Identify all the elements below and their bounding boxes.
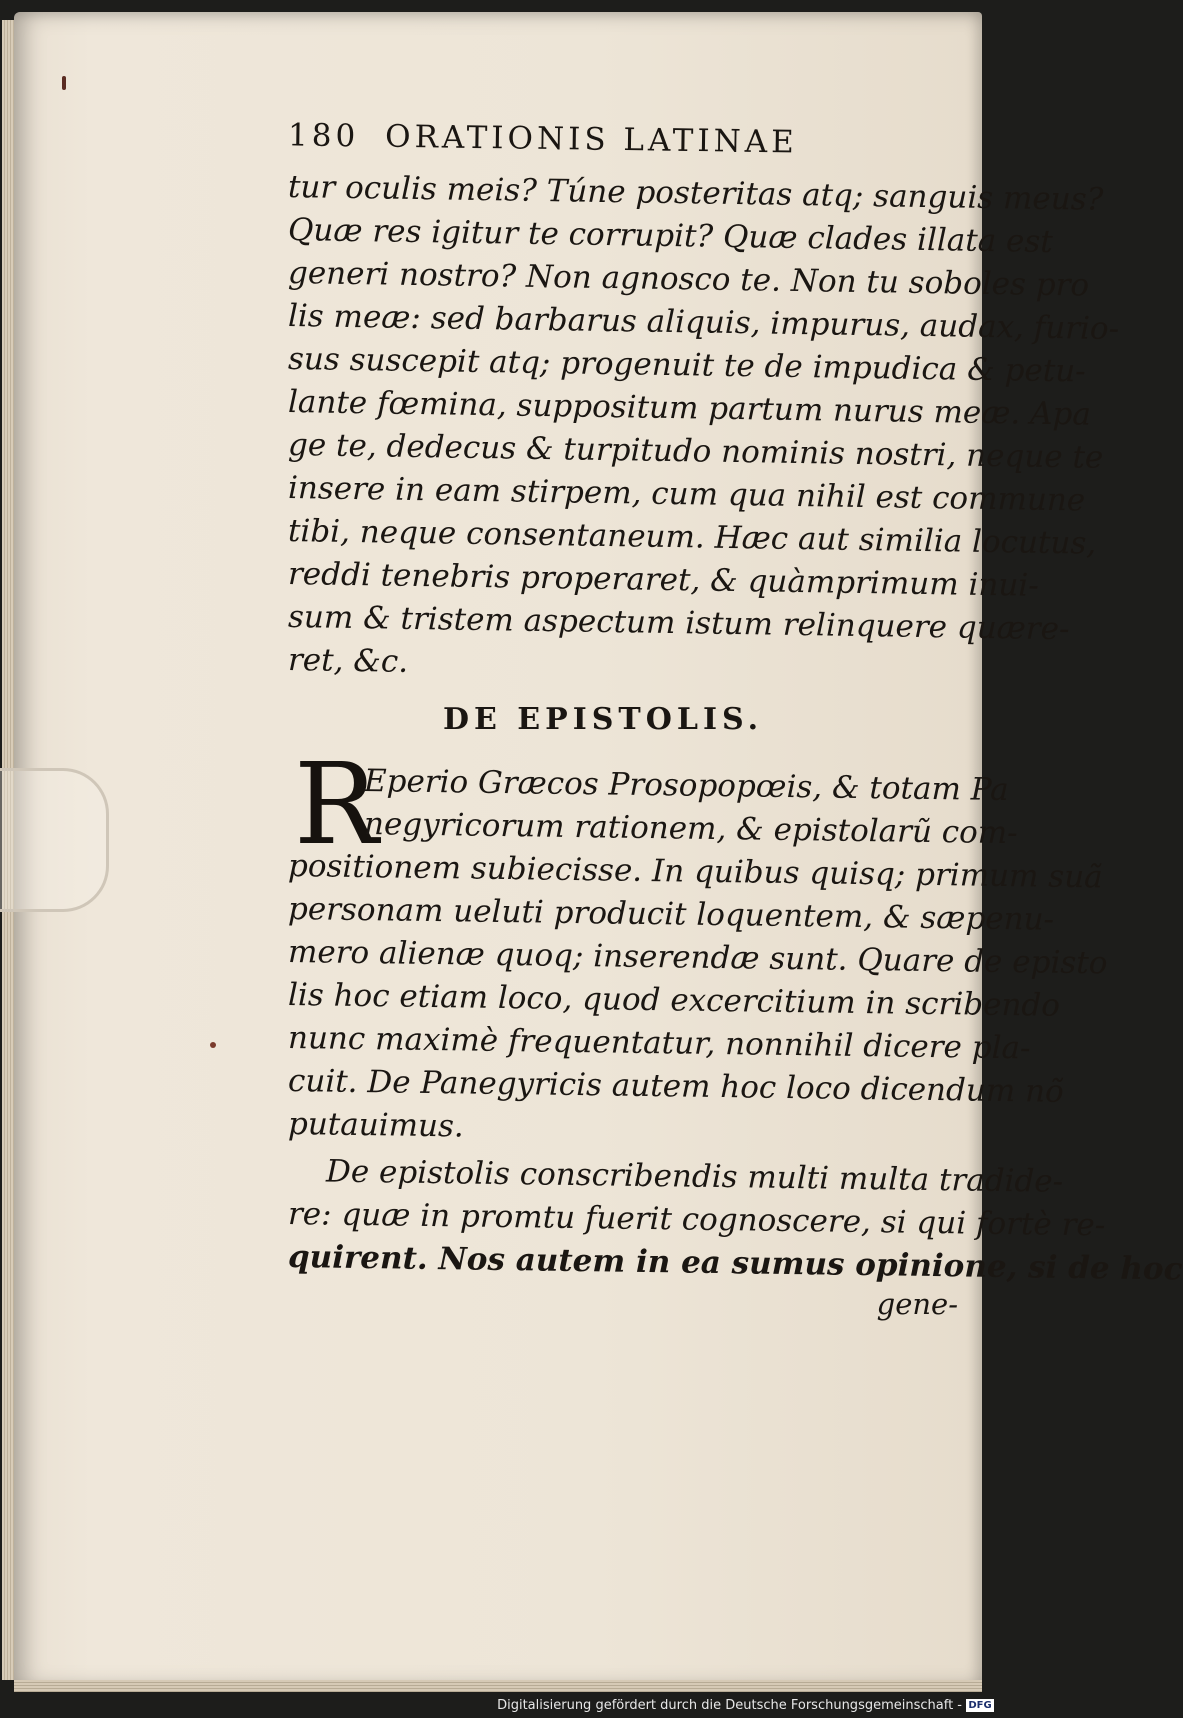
text-line: lante fœmina, suppositum partum nurus meæ. Apa (287, 384, 1092, 433)
ink-speck (210, 1042, 216, 1048)
text-line: lis hoc etiam loco, quod excercitium in scribendo (287, 977, 1061, 1024)
text-line: Quæ res igitur te corrupit? Quæ clades illata est (287, 212, 1054, 261)
running-head (288, 117, 958, 162)
text-line: ret, &c. (287, 642, 409, 680)
text-line: quirent. Nos autem in ea sumus opinione, si de hoc (287, 1239, 1183, 1288)
page-bottom-edge (14, 1680, 982, 1692)
text-line: sum & tristem aspectum istum relinquere quære- (287, 599, 1070, 648)
text-line: ge te, dedecus & turpitudo nominis nostri, neque te (287, 427, 1104, 476)
text-line: re: quæ in promtu fuerit cognoscere, si qui fortè re- (287, 1196, 1106, 1244)
text-line: positionem subiecisse. In quibus quisq; primum suã (287, 848, 1103, 896)
body-text-top (287, 166, 1120, 682)
text-line: mero alienæ quoq; inserendæ sunt. Quare de episto (287, 934, 1108, 982)
text-line: putauimus. (287, 1106, 465, 1145)
text-line: nunc maximè frequentatur, nonnihil dicere pla- (287, 1020, 1031, 1067)
text-line: reddi tenebris properaret, & quàmprimum inui- (287, 556, 1039, 604)
page-number: 180 (287, 117, 360, 155)
text-line: personam ueluti producit loquentem, & sæpenu- (287, 891, 1055, 938)
footer-credit: Digitalisierung gefördert durch die Deutsche Forschungsgemeinschaft - (497, 1698, 962, 1713)
text-line: negyricorum rationem, & epistolarũ com- (363, 806, 1018, 852)
text-line: lis meæ: sed barbarus aliquis, impurus, audax, furio- (287, 298, 1120, 348)
text-line: generi nostro? Non agnosco te. Non tu soboles pro (287, 255, 1090, 304)
digitization-footer (0, 1693, 1000, 1718)
drop-capital: R (294, 740, 379, 870)
catchword: gene- (876, 1287, 958, 1321)
text-line: tibi, neque consentaneum. Hæc aut similia locutus, (287, 513, 1097, 562)
text-line: cuit. De Panegyricis autem hoc loco dicendum nõ (287, 1063, 1064, 1110)
text-line: insere in eam stirpem, cum qua nihil est commune (287, 470, 1086, 519)
text-line: De epistolis conscribendis multi multa tradide- (325, 1153, 1064, 1200)
section-heading: DE EPISTOLIS. (442, 702, 764, 737)
page-clamp (0, 768, 109, 912)
paragraph-1 (287, 740, 1108, 1146)
text-line: Eperio Græcos Prosopopœis, & totam Pa (363, 763, 1009, 809)
dfg-logo: DFG (966, 1699, 994, 1712)
ink-speck (62, 76, 66, 90)
paragraph-2 (287, 1150, 1183, 1288)
page-text (287, 117, 1183, 1321)
text-line: tur oculis meis? Túne posteritas atq; sanguis meus? (287, 169, 1104, 218)
running-title: ORATIONIS LATINAE (384, 118, 798, 161)
text-line: sus suscepit atq; progenuit te de impudica & petu- (287, 341, 1086, 390)
